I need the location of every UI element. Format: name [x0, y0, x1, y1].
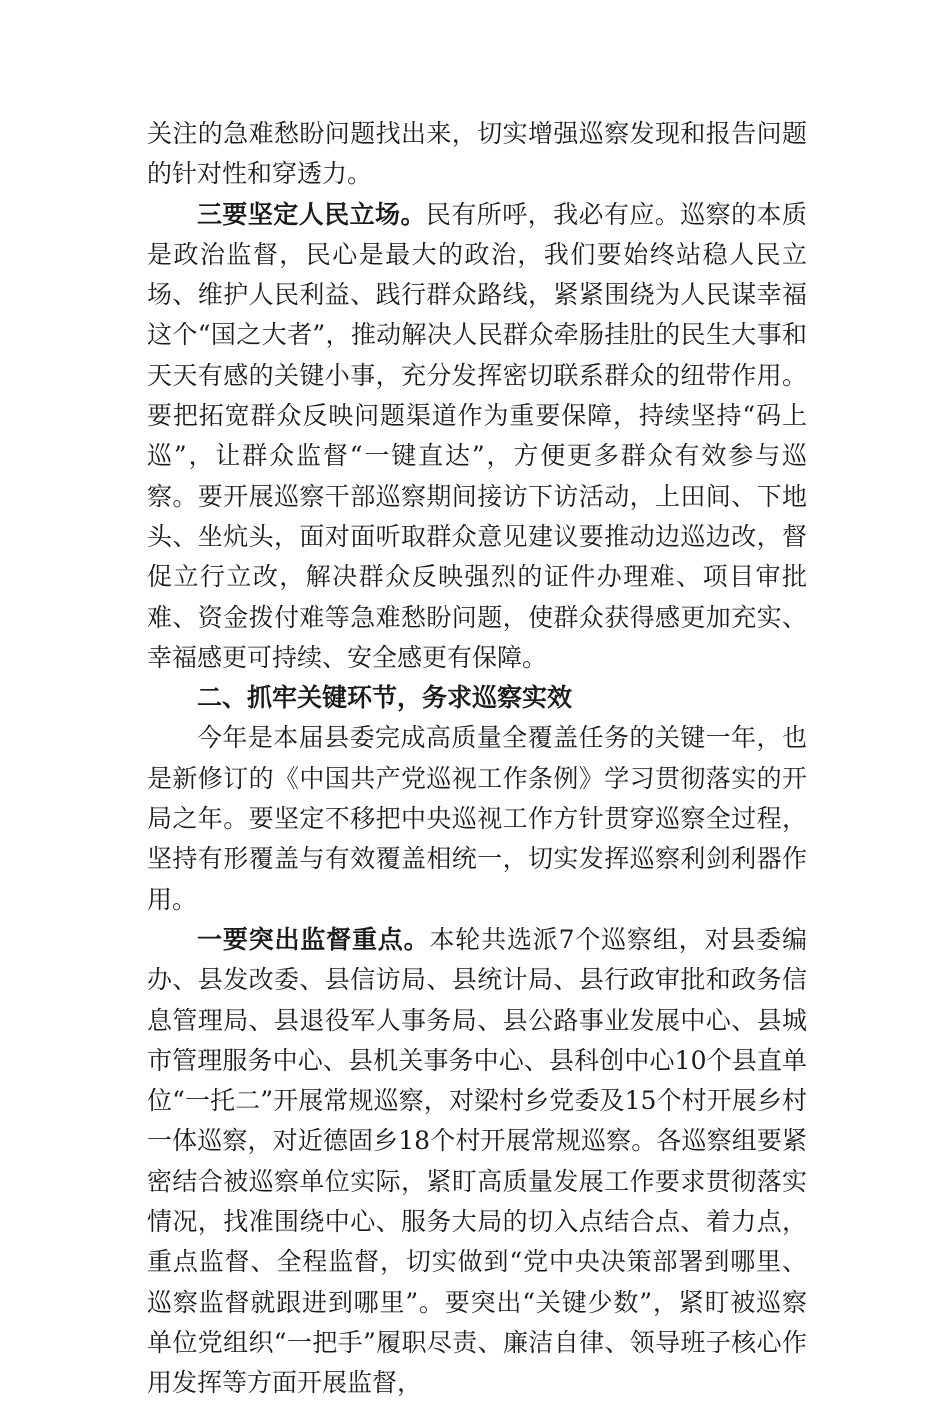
paragraph-text: 民有所呼，我必有应。巡察的本质是政治监督，民心是最大的政治，我们要始终站稳人民立场、维护人民利益、践行群众路线，紧紧围绕为人民谋幸福这个“国之大者”，推动解决人民群众牵肠挂肚的民生大事和天天有感的关键小事，充分发挥密切联系群众的纽带作用。要把拓宽群众反映问题渠道作为重要保障，持续坚持“码上巡”，让群众监督“一键直达”，方便更多群众有效参与巡察。要开展巡察干部巡察期间接访下访活动，上田间、下地头、坐炕头，面对面听取群众意见建议要推动边巡边改，督促立行立改，解决群众反映强烈的证件办理难、项目审批难、资金拨付难等急难愁盼问题，使群众获得感更加充实、幸福感更可持续、安全感更有保障。: [147, 199, 807, 672]
paragraph-supervision-focus: [147, 920, 807, 1404]
paragraph-text: 今年是本届县委完成高质量全覆盖任务的关键一年，也是新修订的《中国共产党巡视工作条例》学习贯彻落实的开局之年。要坚定不移把中央巡视工作方针贯穿巡察全过程，坚持有形覆盖与有效覆盖相统一，切实发挥巡察利剑利器作用。: [147, 723, 807, 914]
paragraph-intro: [147, 718, 807, 919]
paragraph-people-stance: [147, 195, 807, 679]
paragraph-lead: 三要坚定人民立场。: [197, 199, 426, 229]
paragraph-text: 本轮共选派7个巡察组，对县委编办、县发改委、县信访局、县统计局、县行政审批和政务信息管理局、县退役军人事务局、县公路事业发展中心、县城市管理服务中心、县机关事务中心、县科创中心10个县直单位“一托二”开展常规巡察，对梁村乡党委及15个村开展乡村一体巡察，对近德固乡18个村开展常规巡察。各巡察组要紧密结合被巡察单位实际，紧盯高质量发展工作要求贯彻落实情况，找准围绕中心、服务大局的切入点结合点、着力点，重点监督、全程监督，切实做到“党中央决策部署到哪里、巡察监督就跟进到哪里”。要突出“关键少数”，紧盯被巡察单位党组织“一把手”履职尽责、廉洁自律、领导班子核心作用发挥等方面开展监督，: [147, 924, 807, 1398]
section-heading: 二、抓牢关键环节，务求巡察实效: [197, 683, 573, 713]
paragraph-lead: 一要突出监督重点。: [197, 924, 430, 954]
paragraph-continuation: [147, 114, 807, 195]
paragraph-text: 关注的急难愁盼问题找出来，切实增强巡察发现和报告问题的针对性和穿透力。: [147, 119, 807, 189]
document-body: [147, 114, 807, 1404]
